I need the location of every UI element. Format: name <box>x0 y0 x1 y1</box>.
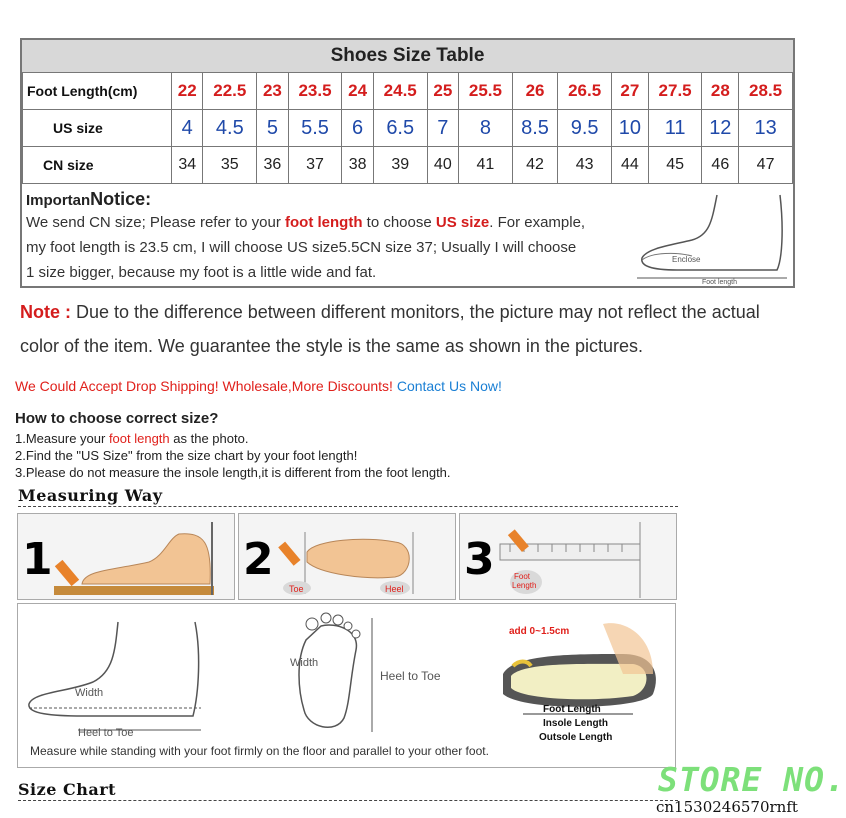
store-badge <box>652 760 846 818</box>
foot-sole-icon <box>276 610 466 740</box>
step-3-ruler-icon <box>496 522 674 598</box>
foot-length-cell: 25 <box>427 73 458 110</box>
notice-foot-length: foot length <box>285 214 363 231</box>
notice-line-2: my foot length is 23.5 cm, I will choose US size5.5CN size 37; Usually I will choose <box>26 239 577 256</box>
store-code: cn1530246570rnft <box>656 798 798 816</box>
enclose-label: Enclose <box>672 255 701 264</box>
cn-size-cell: 46 <box>702 147 739 184</box>
foot-length-cell: 27 <box>612 73 649 110</box>
contact-us-link[interactable]: Contact Us Now! <box>396 378 502 394</box>
shoe-cross-section-icon <box>483 614 673 742</box>
us-size-cell: 6.5 <box>373 110 427 147</box>
us-size-cell: 5.5 <box>288 110 342 147</box>
measure-guide-panel <box>17 603 676 768</box>
heel-to-toe-label-side: Heel to Toe <box>78 727 134 739</box>
shoe-outsole-length-label: Outsole Length <box>539 732 613 743</box>
note-line-1 <box>20 302 760 323</box>
size-table <box>20 38 795 288</box>
shoe-insole-length-label: Insole Length <box>543 718 608 729</box>
us-size-cell: 6 <box>342 110 373 147</box>
foot-length-row <box>23 73 793 110</box>
us-size-cell: 12 <box>702 110 739 147</box>
notice-line1-mid: to choose <box>362 214 436 231</box>
step-2-foot-icon <box>275 522 453 598</box>
cn-size-cell: 38 <box>342 147 373 184</box>
step-3-number: 3 <box>464 534 495 585</box>
cn-size-cell: 45 <box>648 147 702 184</box>
add-allowance-label: add 0~1.5cm <box>509 626 570 637</box>
how-to-step-1-b: as the photo. <box>169 431 249 446</box>
width-label-sole: Width <box>290 657 319 669</box>
us-size-cell: 7 <box>427 110 458 147</box>
drop-shipping-line <box>15 378 502 394</box>
heel-to-toe-label-sole: Heel to Toe <box>380 669 441 683</box>
how-to-title: How to choose correct size? <box>15 410 219 427</box>
foot-length-step3-label: Foot Length <box>512 572 537 590</box>
note-label: Note : <box>20 302 71 322</box>
how-to-step-2: 2.Find the "US Size" from the size chart by your foot length! <box>15 448 358 463</box>
foot-length-cell: 28.5 <box>739 73 793 110</box>
foot-length-cell: 22 <box>172 73 203 110</box>
us-size-cell: 8.5 <box>512 110 557 147</box>
cn-size-cell: 42 <box>512 147 557 184</box>
step-1-panel <box>17 513 235 600</box>
foot-length-cell: 26.5 <box>558 73 612 110</box>
foot-length-label: Foot Length(cm) <box>23 73 172 110</box>
cn-size-cell: 39 <box>373 147 427 184</box>
size-table-title: Shoes Size Table <box>22 40 793 73</box>
cn-size-cell: 44 <box>612 147 649 184</box>
cn-size-cell: 37 <box>288 147 342 184</box>
step-1-foot-icon <box>54 522 232 598</box>
shoe-foot-length-label: Foot Length <box>543 704 601 715</box>
us-size-cell: 4 <box>172 110 203 147</box>
note-line-2: color of the item. We guarantee the style is the same as shown in the pictures. <box>20 336 643 356</box>
notice-line1-text: We send CN size; Please refer to your <box>26 214 285 231</box>
notice-line1-end: . For example, <box>489 214 586 231</box>
step-2-panel <box>238 513 456 600</box>
foot-length-cell: 25.5 <box>459 73 513 110</box>
us-size-cell: 5 <box>257 110 288 147</box>
store-title: STORE NO. <box>658 760 846 799</box>
foot-side-icon <box>632 190 792 285</box>
cn-size-cell: 36 <box>257 147 288 184</box>
cn-size-cell: 35 <box>203 147 257 184</box>
notice-heading-big: Notice: <box>90 189 152 209</box>
cn-size-cell: 34 <box>172 147 203 184</box>
us-size-cell: 11 <box>648 110 702 147</box>
note-text-1: Due to the difference between different monitors, the picture may not reflect the actual <box>71 302 760 322</box>
foot-length-cell: 28 <box>702 73 739 110</box>
cn-size-cell: 43 <box>558 147 612 184</box>
foot-length-cell: 24.5 <box>373 73 427 110</box>
notice-line-3: 1 size bigger, because my foot is a little wide and fat. <box>26 264 377 281</box>
step-3-panel <box>459 513 677 600</box>
measure-caption: Measure while standing with your foot firmly on the floor and parallel to your other foot. <box>30 744 489 758</box>
us-size-cell: 8 <box>459 110 513 147</box>
heel-label: Heel <box>385 584 404 594</box>
notice-heading-small: Importan <box>26 192 91 209</box>
us-size-cell: 13 <box>739 110 793 147</box>
drop-shipping-text: We Could Accept Drop Shipping! Wholesale,More Discounts! <box>15 378 393 394</box>
step-2-number: 2 <box>243 534 274 585</box>
toe-label: Toe <box>289 584 304 594</box>
cn-size-row <box>23 147 793 184</box>
us-size-row <box>23 110 793 147</box>
how-to-step-3: 3.Please do not measure the insole length,it is different from the foot length. <box>15 465 451 480</box>
foot-length-cell: 24 <box>342 73 373 110</box>
us-size-cell: 10 <box>612 110 649 147</box>
how-to-step-1-a: 1.Measure your <box>15 431 109 446</box>
us-size-label: US size <box>23 110 172 147</box>
how-to-step-1 <box>15 430 451 447</box>
how-to-section <box>15 410 451 481</box>
cn-size-cell: 40 <box>427 147 458 184</box>
cn-size-cell: 47 <box>739 147 793 184</box>
step-1-number: 1 <box>22 534 53 585</box>
notice-us-size: US size <box>435 214 490 231</box>
us-size-cell: 4.5 <box>203 110 257 147</box>
size-grid <box>22 72 793 184</box>
cn-size-cell: 41 <box>459 147 513 184</box>
foot-width-icon <box>23 612 223 742</box>
foot-length-cell: 26 <box>512 73 557 110</box>
size-chart-title: Size Chart <box>18 780 678 801</box>
width-label-side: Width <box>75 687 104 699</box>
foot-length-cell: 27.5 <box>648 73 702 110</box>
cn-size-label: CN size <box>23 147 172 184</box>
measuring-way-title: Measuring Way <box>18 486 678 507</box>
foot-length-drawing-label: Foot length <box>702 279 738 286</box>
us-size-cell: 9.5 <box>558 110 612 147</box>
how-to-foot-length: foot length <box>108 431 170 446</box>
foot-length-cell: 23 <box>257 73 288 110</box>
foot-length-cell: 22.5 <box>203 73 257 110</box>
foot-length-cell: 23.5 <box>288 73 342 110</box>
